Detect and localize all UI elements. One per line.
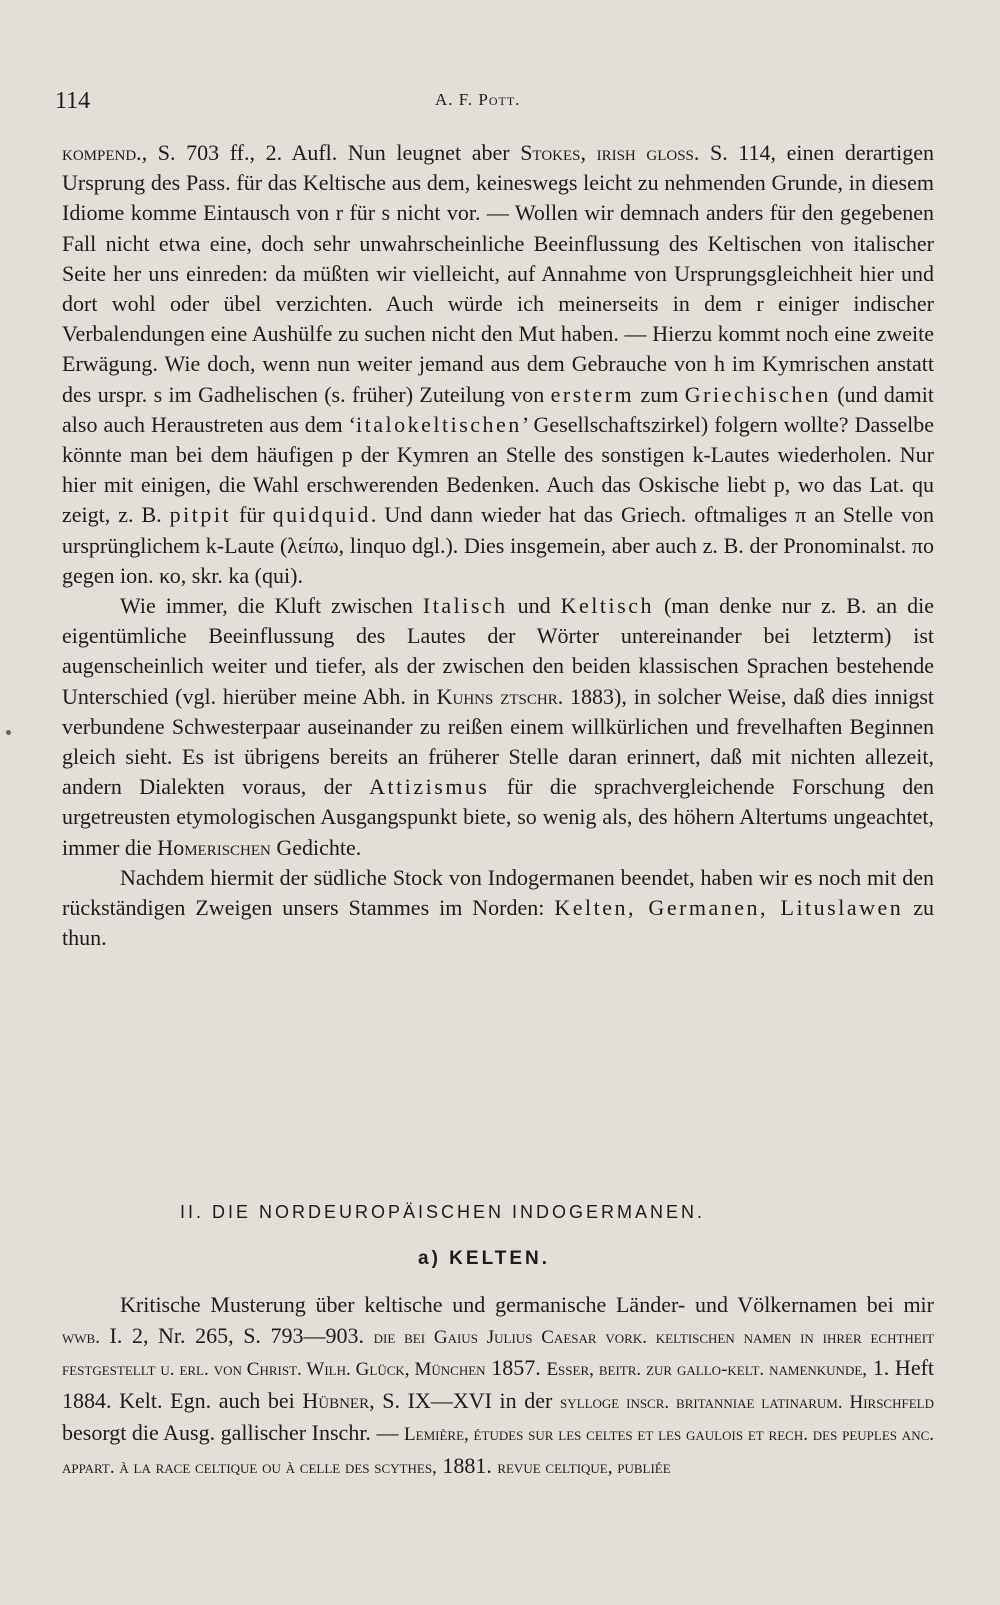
scan-speck bbox=[6, 730, 11, 735]
body-text bbox=[62, 138, 934, 953]
paragraph-2: Wie immer, die Kluft zwischen Italisch und Keltisch (man denke nur z. B. an die eigentümliche Beeinflussung des Lautes der Wörter untereinander bei letzterm) ist augenscheinlich weiter und tiefer, als der zwischen den beiden klassischen Sprachen bestehende Unterschied (vgl. hierüber meine Abh. in Kuhns ztschr. 1883), in solcher Weise, daß dies innigst verbundene Schwesterpaar auseinander zu reißen einem willkürlichen und frevelhaften Beginnen gleich sieht. Es ist übrigens bereits an früherer Stelle daran erinnert, daß mit nichten allezeit, andern Dialekten voraus, der Attizismus für die sprachvergleichende Forschung den urgetreusten etymologischen Ausgangspunkt biete, so wenig als, des höhern Altertums ungeachtet, immer die Homerischen Gedichte. bbox=[62, 593, 934, 860]
section-title: II. DIE NORDEUROPÄISCHEN INDOGERMANEN. bbox=[180, 1202, 706, 1222]
paragraph-1: kompend., S. 703 ff., 2. Aufl. Nun leugnet aber Stokes, irish gloss. S. 114, einen derartigen Ursprung des Pass. für das Keltische aus dem, keineswegs leicht zu nehmenden Grunde, in diesem Idiome komme Eintausch von r für s nicht vor. — Wollen wir demnach anders für den gegebenen Fall nicht etwa eine, doch sehr unwahrscheinliche Beeinflussung des Keltischen von italischer Seite her uns einreden: da müßten wir vielleicht, auf Annahme von Ursprungsgleichheit hier und dort wohl oder übel verzichten. Auch würde ich meinerseits in dem r einiger indischer Verbalendungen eine Aushülfe zu suchen nicht den Mut haben. — Hierzu kommt noch eine zweite Erwägung. Wie doch, wenn nun weiter jemand aus dem Gebrauche von h im Kymrischen anstatt des urspr. s im Gadhelischen (s. früher) Zuteilung von ersterm zum Griechischen (und damit also auch Heraustreten aus dem ‘italokeltischen’ Gesellschaftszirkel) folgern wollte? Dasselbe könnte man bei dem häufigen p der Kymren an Stelle des sonstigen k-Lautes wiederholen. Nur hier mit einigen, die Wahl erschwerenden Bedenken. Auch das Oskische liebt p, wo das Lat. qu zeigt, z. B. pitpit für quidquid. Und dann wieder hat das Griech. oftmaliges π an Stelle von ursprünglichem k-Laute (λείπω, linquo dgl.). Dies insgemein, aber auch z. B. der Pronominalst. πο gegen ion. κο, skr. ka (qui). bbox=[62, 140, 935, 588]
page-number: 114 bbox=[55, 88, 91, 114]
paragraph-3: Nachdem hiermit der südliche Stock von Indogermanen beendet, haben wir es noch mit den rückständigen Zweigen unsers Stammes im Norden: Kelten, Germanen, Lituslawen zu thun. bbox=[62, 864, 934, 951]
running-head: A. F. Pott. bbox=[435, 90, 521, 109]
references-paragraph bbox=[62, 1290, 934, 1483]
page-header bbox=[55, 88, 935, 118]
subsection-title: a) KELTEN. bbox=[418, 1248, 551, 1269]
paragraph-4: Kritische Musterung über keltische und germanische Länder- und Völkernamen bei mir wwb. I. 2, Nr. 265, S. 793—903. die bei Gaius Julius Caesar vork. keltischen namen in ihrer echtheit festgestellt u. erl. von Christ. Wilh. Glück, München 1857. Esser, beitr. zur gallo-kelt. namenkunde, 1. Heft 1884. Kelt. Egn. auch bei Hübner, S. IX—XVI in der sylloge inscr. britanniae latinarum. Hirschfeld besorgt die Ausg. gallischer Inschr. — Lemière, études sur les celtes et les gaulois et rech. des peuples anc. appart. à la race celtique ou à celle des scythes, 1881. revue celtique, publiée bbox=[62, 1292, 935, 1478]
